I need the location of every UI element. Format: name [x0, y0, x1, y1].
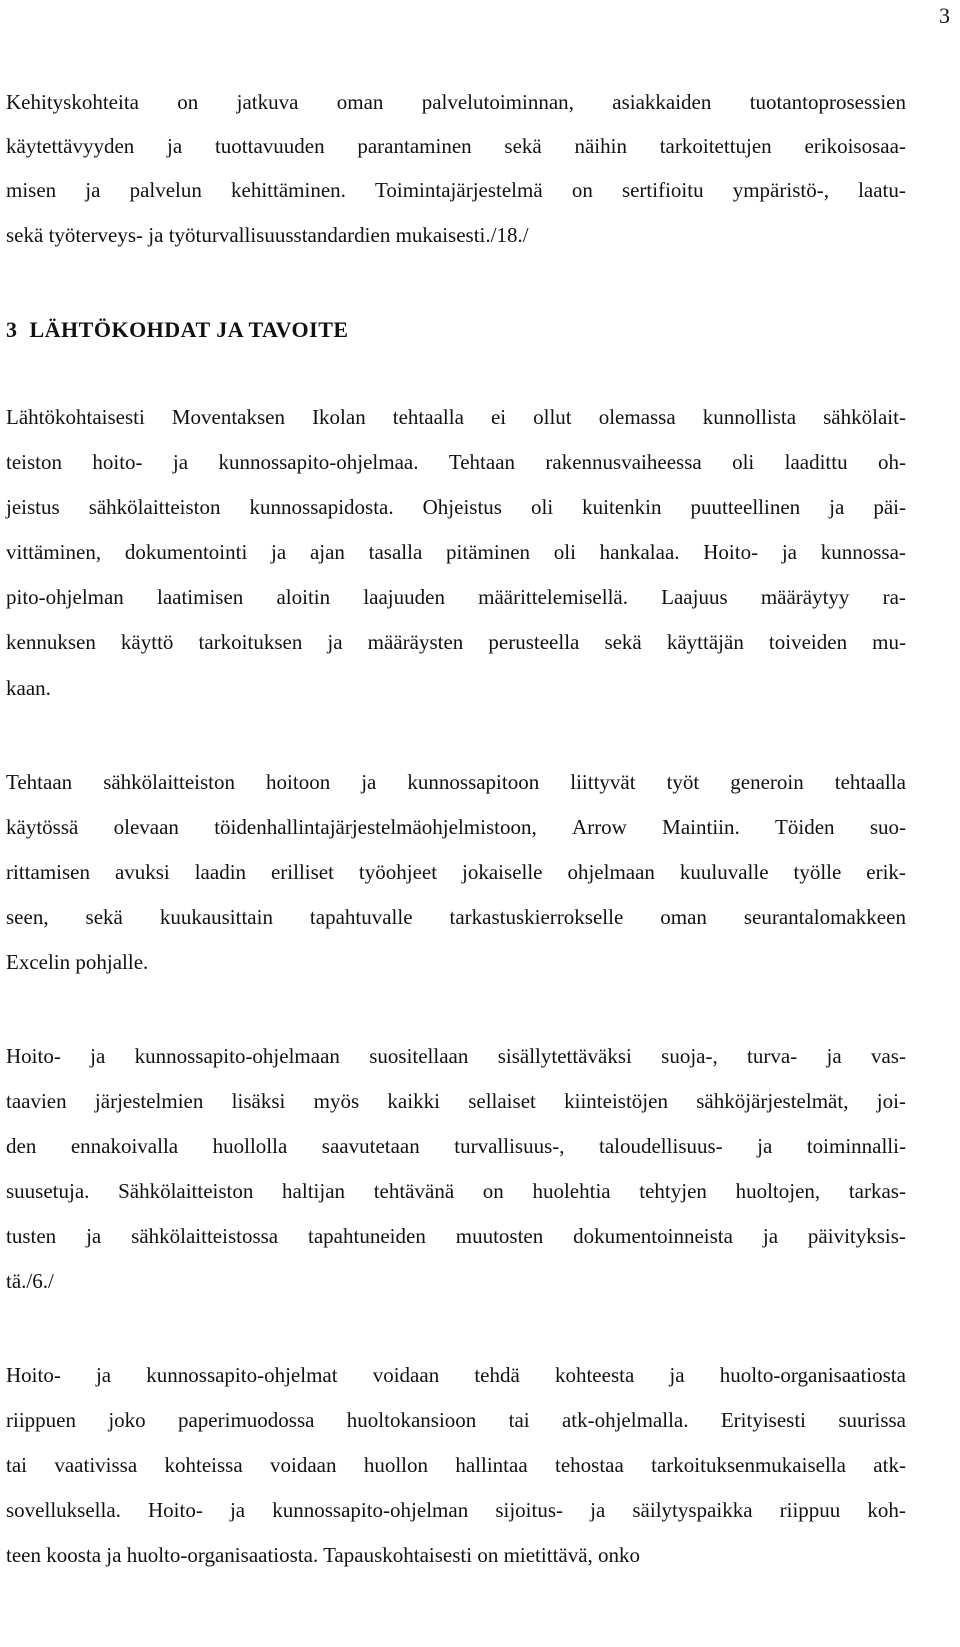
text-line [6, 860, 906, 885]
text-line [6, 905, 906, 930]
word: oman [336, 90, 384, 114]
word: voidaan [372, 1363, 440, 1387]
word: ja [271, 540, 287, 564]
word: kuitenkin [582, 495, 662, 519]
word: sovelluksella. [6, 1498, 121, 1522]
word: ja [829, 495, 845, 519]
section-heading: 3 LÄHTÖKOHDAT JA TAVOITE [6, 317, 349, 342]
word: ympäristö-, [732, 178, 829, 202]
word: Tehtaan [6, 770, 73, 794]
text-line [6, 1498, 906, 1523]
word: den [6, 1134, 37, 1158]
word: Töiden [775, 815, 835, 839]
word: tarkoitettujen [659, 134, 772, 158]
word: rakennusvaiheessa [545, 450, 702, 474]
word: ajan [309, 540, 345, 564]
word: Erityisesti [720, 1408, 806, 1432]
word: kuukausittain [159, 905, 273, 929]
text-line [6, 540, 906, 565]
word: säilytyspaikka [632, 1498, 753, 1522]
word: ennakoivalla [70, 1134, 179, 1158]
word: ei [490, 405, 507, 429]
word: laatimisen [156, 585, 244, 609]
word: tehostaa [555, 1453, 624, 1477]
word: huoltokansioon [346, 1408, 477, 1432]
word: suositellaan [369, 1044, 469, 1068]
word: kunnossapito-ohjelman [272, 1498, 469, 1522]
word: riippuen [6, 1408, 76, 1432]
word: kunnossa- [820, 540, 906, 564]
word: ja [95, 1363, 112, 1387]
word: oli [530, 495, 554, 519]
word: kuuluvalle [679, 860, 769, 884]
word: taloudellisuus- [599, 1134, 723, 1158]
word: misen [6, 178, 57, 202]
word: ja [762, 1224, 779, 1248]
text-line [6, 1179, 906, 1204]
text-line [6, 815, 906, 840]
word: sähkölaitteiston [88, 495, 221, 519]
text-line [6, 630, 906, 655]
word: määrittelemisellä. [478, 585, 628, 609]
word: koh- [867, 1498, 906, 1522]
word: mu- [872, 630, 906, 654]
word: puutteellinen [690, 495, 801, 519]
word: hankalaa. [599, 540, 680, 564]
word: Hoito- [703, 540, 759, 564]
word: kunnossapito-ohjelmat [146, 1363, 338, 1387]
word: tehtaalla [392, 405, 464, 429]
word: riippuu [779, 1498, 841, 1522]
word: Tehtaan [448, 450, 516, 474]
word: hoitoon [266, 770, 331, 794]
word: tehtaalla [834, 770, 906, 794]
word: ja [781, 540, 797, 564]
word: tuotantoprosessien [749, 90, 906, 114]
word: sisällytettäväksi [497, 1044, 632, 1068]
word: sekä [85, 905, 123, 929]
word: kohteesta [554, 1363, 635, 1387]
word: erik- [866, 860, 906, 884]
word: käyttö [120, 630, 174, 654]
text-line [6, 1044, 906, 1069]
word: Hoito- [6, 1363, 61, 1387]
word: määräysten [367, 630, 464, 654]
word: jokaiselle [462, 860, 543, 884]
word: ja [669, 1363, 685, 1387]
word: tarkas- [848, 1179, 906, 1203]
word: atk-ohjelmalla. [561, 1408, 689, 1432]
word: tasalla [368, 540, 423, 564]
word: on [177, 90, 199, 114]
word: oli [553, 540, 576, 564]
word: oli [732, 450, 755, 474]
word: ja [172, 450, 189, 474]
word: päivityksis- [807, 1224, 906, 1248]
word: hallintaa [455, 1453, 528, 1477]
word: kunnossapidosta. [249, 495, 394, 519]
word: määräytyy [760, 585, 850, 609]
word: sertifioitu [621, 178, 704, 202]
word: ra- [882, 585, 906, 609]
word: paperimuodossa [177, 1408, 315, 1432]
word: sijoitus- [495, 1498, 563, 1522]
text-line: kaan. [6, 676, 51, 700]
word: saavutetaan [321, 1134, 420, 1158]
word: työlle [793, 860, 842, 884]
word: on [571, 178, 593, 202]
word: tapahtuvalle [309, 905, 413, 929]
word: olevaan [113, 815, 179, 839]
word: joi- [876, 1089, 906, 1113]
word: järjestelmien [94, 1089, 204, 1113]
word: jeistus [6, 495, 60, 519]
word: huolto-organisaatiosta [719, 1363, 906, 1387]
word: erilliset [270, 860, 334, 884]
word: vas- [870, 1044, 906, 1068]
word: töidenhallintajärjestelmäohjelmistoon, [214, 815, 537, 839]
word: huollolla [212, 1134, 288, 1158]
word: käyttäjän [666, 630, 744, 654]
text-line [6, 1453, 906, 1478]
word: Ohjeistus [422, 495, 502, 519]
word: teiston [6, 450, 62, 474]
word: seurantalomakkeen [743, 905, 906, 929]
word: asiakkaiden [612, 90, 712, 114]
word: ja [90, 1044, 106, 1068]
word: sähkölait- [823, 405, 906, 429]
word: Maintiin. [662, 815, 740, 839]
text-line: tä./6./ [6, 1269, 54, 1293]
text-line [6, 1363, 906, 1388]
word: tarkoituksenmukaisella [651, 1453, 846, 1477]
word: Lähtökohtaisesti [6, 405, 145, 429]
word: generoin [730, 770, 804, 794]
word: perusteella [488, 630, 580, 654]
word: oh- [877, 450, 906, 474]
word: Hoito- [148, 1498, 203, 1522]
text-line [6, 450, 906, 475]
word: laatu- [858, 178, 906, 202]
word: pito-ohjelman [6, 585, 124, 609]
word: sähkölaitteiston [103, 770, 236, 794]
word: palvelun [129, 178, 202, 202]
word: seen, [6, 905, 49, 929]
word: näihin [574, 134, 627, 158]
word: huollon [363, 1453, 428, 1477]
word: parantaminen [357, 134, 472, 158]
word: laajuuden [363, 585, 445, 609]
text-line: Excelin pohjalle. [6, 950, 149, 974]
word: avuksi [114, 860, 170, 884]
text-line [6, 178, 906, 203]
word: myös [313, 1089, 360, 1113]
word: kohteissa [164, 1453, 243, 1477]
word: käytössä [6, 815, 79, 839]
text-line [6, 495, 906, 520]
text-line [6, 770, 906, 795]
word: päi- [873, 495, 906, 519]
word: vaativissa [54, 1453, 138, 1477]
word: sähköjärjestelmät, [696, 1089, 849, 1113]
word: huolehtia [532, 1179, 611, 1203]
word: Sähkölaitteiston [118, 1179, 254, 1203]
word: sekä [604, 630, 642, 654]
word: käytettävyyden [6, 134, 135, 158]
word: ja [86, 1224, 102, 1248]
word: vittäminen, [6, 540, 102, 564]
word: liittyvät [570, 770, 636, 794]
word: tarkoituksen [198, 630, 303, 654]
word: tapahtuneiden [308, 1224, 426, 1248]
word: ja [167, 134, 183, 158]
word: kehittäminen. [231, 178, 346, 202]
word: ja [826, 1044, 842, 1068]
word: Ikolan [312, 405, 366, 429]
word: taavien [6, 1089, 67, 1113]
word: dokumentointi [124, 540, 248, 564]
word: toiveiden [768, 630, 848, 654]
word: Laajuus [661, 585, 728, 609]
word: suurissa [838, 1408, 906, 1432]
word: Toimintajärjestelmä [375, 178, 543, 202]
word: sellaiset [468, 1089, 536, 1113]
word: muutosten [455, 1224, 544, 1248]
word: Moventaksen [171, 405, 286, 429]
word: palvelutoiminnan, [421, 90, 574, 114]
word: suusetuja. [6, 1179, 90, 1203]
word: Hoito- [6, 1044, 61, 1068]
word: rittamisen [6, 860, 90, 884]
word: ollut [533, 405, 572, 429]
word: tuottavuuden [214, 134, 325, 158]
word: hoito- [92, 450, 143, 474]
word: erikoisosaa- [804, 134, 906, 158]
word: oman [660, 905, 707, 929]
word: työt [666, 770, 700, 794]
word: sähkölaitteistossa [131, 1224, 279, 1248]
text-line [6, 405, 906, 430]
word: voidaan [270, 1453, 337, 1477]
word: joko [108, 1408, 146, 1432]
text-line [6, 134, 906, 159]
word: tarkastuskierrokselle [449, 905, 624, 929]
word: työohjeet [358, 860, 438, 884]
word: lisäksi [231, 1089, 286, 1113]
text-line [6, 1134, 906, 1159]
word: suoja-, [661, 1044, 718, 1068]
word: ohjelmaan [567, 860, 655, 884]
word: haltijan [282, 1179, 346, 1203]
word: ja [229, 1498, 246, 1522]
word: suo- [869, 815, 906, 839]
word: Arrow [572, 815, 627, 839]
text-line [6, 1224, 906, 1249]
word: laadittu [784, 450, 848, 474]
word: dokumentoinneista [573, 1224, 733, 1248]
text-line [6, 585, 906, 610]
word: tehtävänä [373, 1179, 455, 1203]
word: atk- [873, 1453, 906, 1477]
word: jatkuva [236, 90, 299, 114]
word: turvallisuus-, [454, 1134, 565, 1158]
word: laadin [194, 860, 247, 884]
text-line [6, 90, 906, 115]
word: ja [85, 178, 101, 202]
page-number: 3 [939, 3, 950, 28]
word: olemassa [598, 405, 676, 429]
word: sekä [504, 134, 542, 158]
word: toiminnalli- [806, 1134, 906, 1158]
word: kunnossapito-ohjelmaa. [218, 450, 419, 474]
text-line: sekä työterveys- ja työturvallisuusstandardien mukaisesti./18./ [6, 223, 529, 247]
word: pitäminen [446, 540, 531, 564]
word: ja [590, 1498, 606, 1522]
word: ja [361, 770, 377, 794]
word: kaikki [387, 1089, 440, 1113]
word: on [482, 1179, 504, 1203]
word: Kehityskohteita [6, 90, 139, 114]
word: kunnossapito-ohjelmaan [134, 1044, 340, 1068]
word: huoltojen, [735, 1179, 821, 1203]
word: aloitin [276, 585, 331, 609]
word: tai [6, 1453, 27, 1477]
word: tehdä [474, 1363, 520, 1387]
word: turva- [747, 1044, 798, 1068]
word: tai [508, 1408, 530, 1432]
text-line [6, 1408, 906, 1433]
word: kunnossapitoon [407, 770, 540, 794]
word: kennuksen [6, 630, 96, 654]
word: ja [757, 1134, 773, 1158]
text-line: teen koosta ja huolto-organisaatiosta. Tapauskohtaisesti on mietittävä, onko [6, 1543, 641, 1567]
word: kunnollista [702, 405, 797, 429]
text-line [6, 1089, 906, 1114]
word: ja [327, 630, 343, 654]
word: tehtyjen [639, 1179, 707, 1203]
word: tusten [6, 1224, 57, 1248]
word: kiinteistöjen [564, 1089, 668, 1113]
